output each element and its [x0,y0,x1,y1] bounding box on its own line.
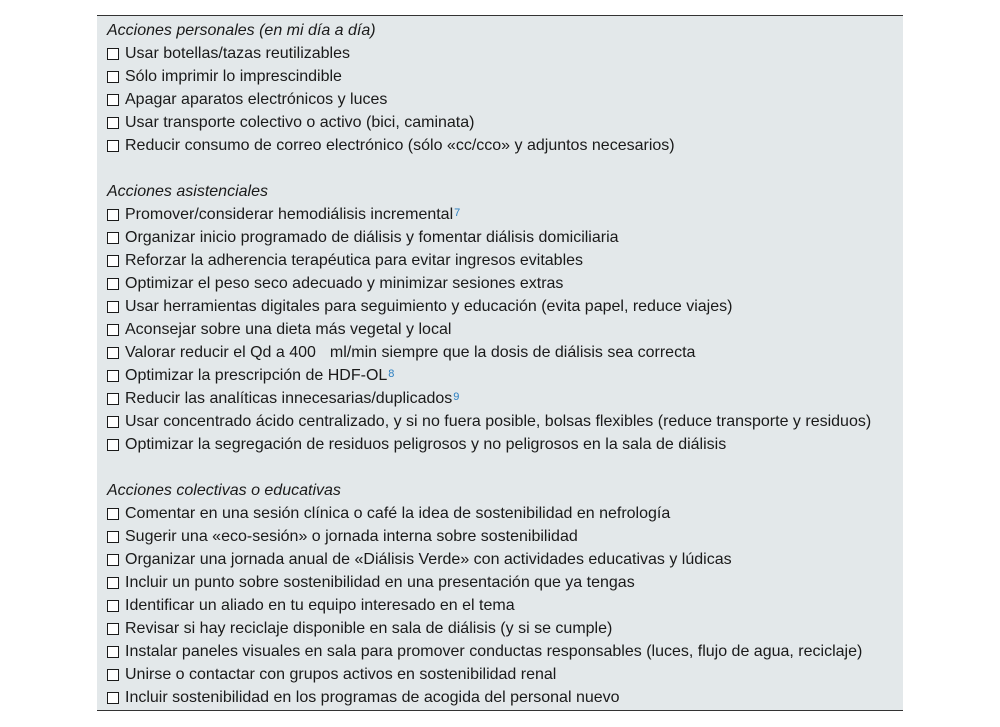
checklist-item[interactable] [107,272,903,295]
checkbox[interactable] [107,439,119,451]
checklist-item[interactable] [107,111,903,134]
item-label: Incluir sostenibilidad en los programas de acogida del personal nuevo [125,689,620,706]
checklist-item[interactable] [107,686,903,709]
checkbox[interactable] [107,94,119,106]
item-label: Optimizar la prescripción de HDF-OL [125,367,388,384]
checkbox[interactable] [107,209,119,221]
item-label: Incluir un punto sobre sostenibilidad en una presentación que ya tengas [125,574,635,591]
item-label: Reducir consumo de correo electrónico (sólo «cc/cco» y adjuntos necesarios) [125,137,675,154]
reference-link[interactable]: 8 [388,368,395,380]
checkbox[interactable] [107,531,119,543]
checklist-item[interactable] [107,617,903,640]
item-label: Reducir las analíticas innecesarias/duplicados [125,390,453,407]
item-label: Usar herramientas digitales para seguimiento y educación (evita papel, reduce viajes) [125,298,733,315]
item-label: Usar concentrado ácido centralizado, y si no fuera posible, bolsas flexibles (reduce transporte y residuos) [125,413,872,430]
checkbox[interactable] [107,370,119,382]
checkbox[interactable] [107,140,119,152]
item-label: Apagar aparatos electrónicos y luces [125,91,388,108]
checklist-item[interactable] [107,433,903,456]
item-label: Usar botellas/tazas reutilizables [125,45,350,62]
checklist-panel [97,15,903,711]
checkbox[interactable] [107,577,119,589]
item-label: Comentar en una sesión clínica o café la idea de sostenibilidad en nefrología [125,505,671,522]
item-label: Organizar una jornada anual de «Diálisis Verde» con actividades educativas y lúdicas [125,551,732,568]
item-label: Usar transporte colectivo o activo (bici, caminata) [125,114,475,131]
checklist-item[interactable] [107,65,903,88]
reference-link[interactable]: 7 [454,207,461,219]
item-label: Optimizar la segregación de residuos peligrosos y no peligrosos en la sala de diálisis [125,436,727,453]
checkbox[interactable] [107,554,119,566]
item-label: Sugerir una «eco-sesión» o jornada interna sobre sostenibilidad [125,528,578,545]
section-title-colectivas: Acciones colectivas o educativas [107,482,341,499]
checkbox[interactable] [107,416,119,428]
checklist-item[interactable] [107,548,903,571]
checkbox[interactable] [107,347,119,359]
checkbox[interactable] [107,232,119,244]
checkbox[interactable] [107,692,119,704]
checklist-item[interactable] [107,410,903,433]
item-label: Optimizar el peso seco adecuado y minimizar sesiones extras [125,275,564,292]
item-label: Organizar inicio programado de diálisis y fomentar diálisis domiciliaria [125,229,619,246]
checklist-item[interactable] [107,364,903,387]
checklist-item[interactable] [107,134,903,157]
section-title-personales: Acciones personales (en mi día a día) [107,22,376,39]
checkbox[interactable] [107,669,119,681]
item-label: Unirse o contactar con grupos activos en sostenibilidad renal [125,666,557,683]
checkbox[interactable] [107,48,119,60]
checklist-item[interactable] [107,663,903,686]
section-gap [107,157,903,180]
item-label: Revisar si hay reciclaje disponible en sala de diálisis (y si se cumple) [125,620,613,637]
checkbox[interactable] [107,301,119,313]
checklist-item[interactable] [107,88,903,111]
checkbox[interactable] [107,324,119,336]
checkbox[interactable] [107,117,119,129]
item-label-suffix: ml/min siempre que la dosis de diálisis sea correcta [329,344,696,361]
checkbox[interactable] [107,600,119,612]
item-label: Sólo imprimir lo imprescindible [125,68,342,85]
checklist-item[interactable] [107,203,903,226]
checklist-item[interactable] [107,341,903,364]
checkbox[interactable] [107,623,119,635]
item-label: Promover/considerar hemodiálisis incremental [125,206,454,223]
checklist-item[interactable] [107,640,903,663]
checklist-item[interactable] [107,387,903,410]
checkbox[interactable] [107,393,119,405]
checklist-item[interactable] [107,594,903,617]
checklist-item[interactable] [107,249,903,272]
item-label: Identificar un aliado en tu equipo interesado en el tema [125,597,515,614]
checkbox[interactable] [107,508,119,520]
item-label: Reforzar la adherencia terapéutica para evitar ingresos evitables [125,252,584,269]
checklist-item[interactable] [107,226,903,249]
checklist-item[interactable] [107,318,903,341]
section-title-asistenciales: Acciones asistenciales [107,183,268,200]
checklist-item[interactable] [107,42,903,65]
item-label: Valorar reducir el Qd a 400 [125,344,316,361]
item-label: Instalar paneles visuales en sala para promover conductas responsables (luces, flujo de agua, reciclaje) [125,643,863,660]
reference-link[interactable]: 9 [453,391,460,403]
checklist-item[interactable] [107,502,903,525]
checklist-item[interactable] [107,571,903,594]
checklist-item[interactable] [107,295,903,318]
item-label: Aconsejar sobre una dieta más vegetal y local [125,321,452,338]
section-gap [107,456,903,479]
checkbox[interactable] [107,278,119,290]
checkbox[interactable] [107,255,119,267]
checkbox[interactable] [107,71,119,83]
checklist-item[interactable] [107,525,903,548]
checkbox[interactable] [107,646,119,658]
